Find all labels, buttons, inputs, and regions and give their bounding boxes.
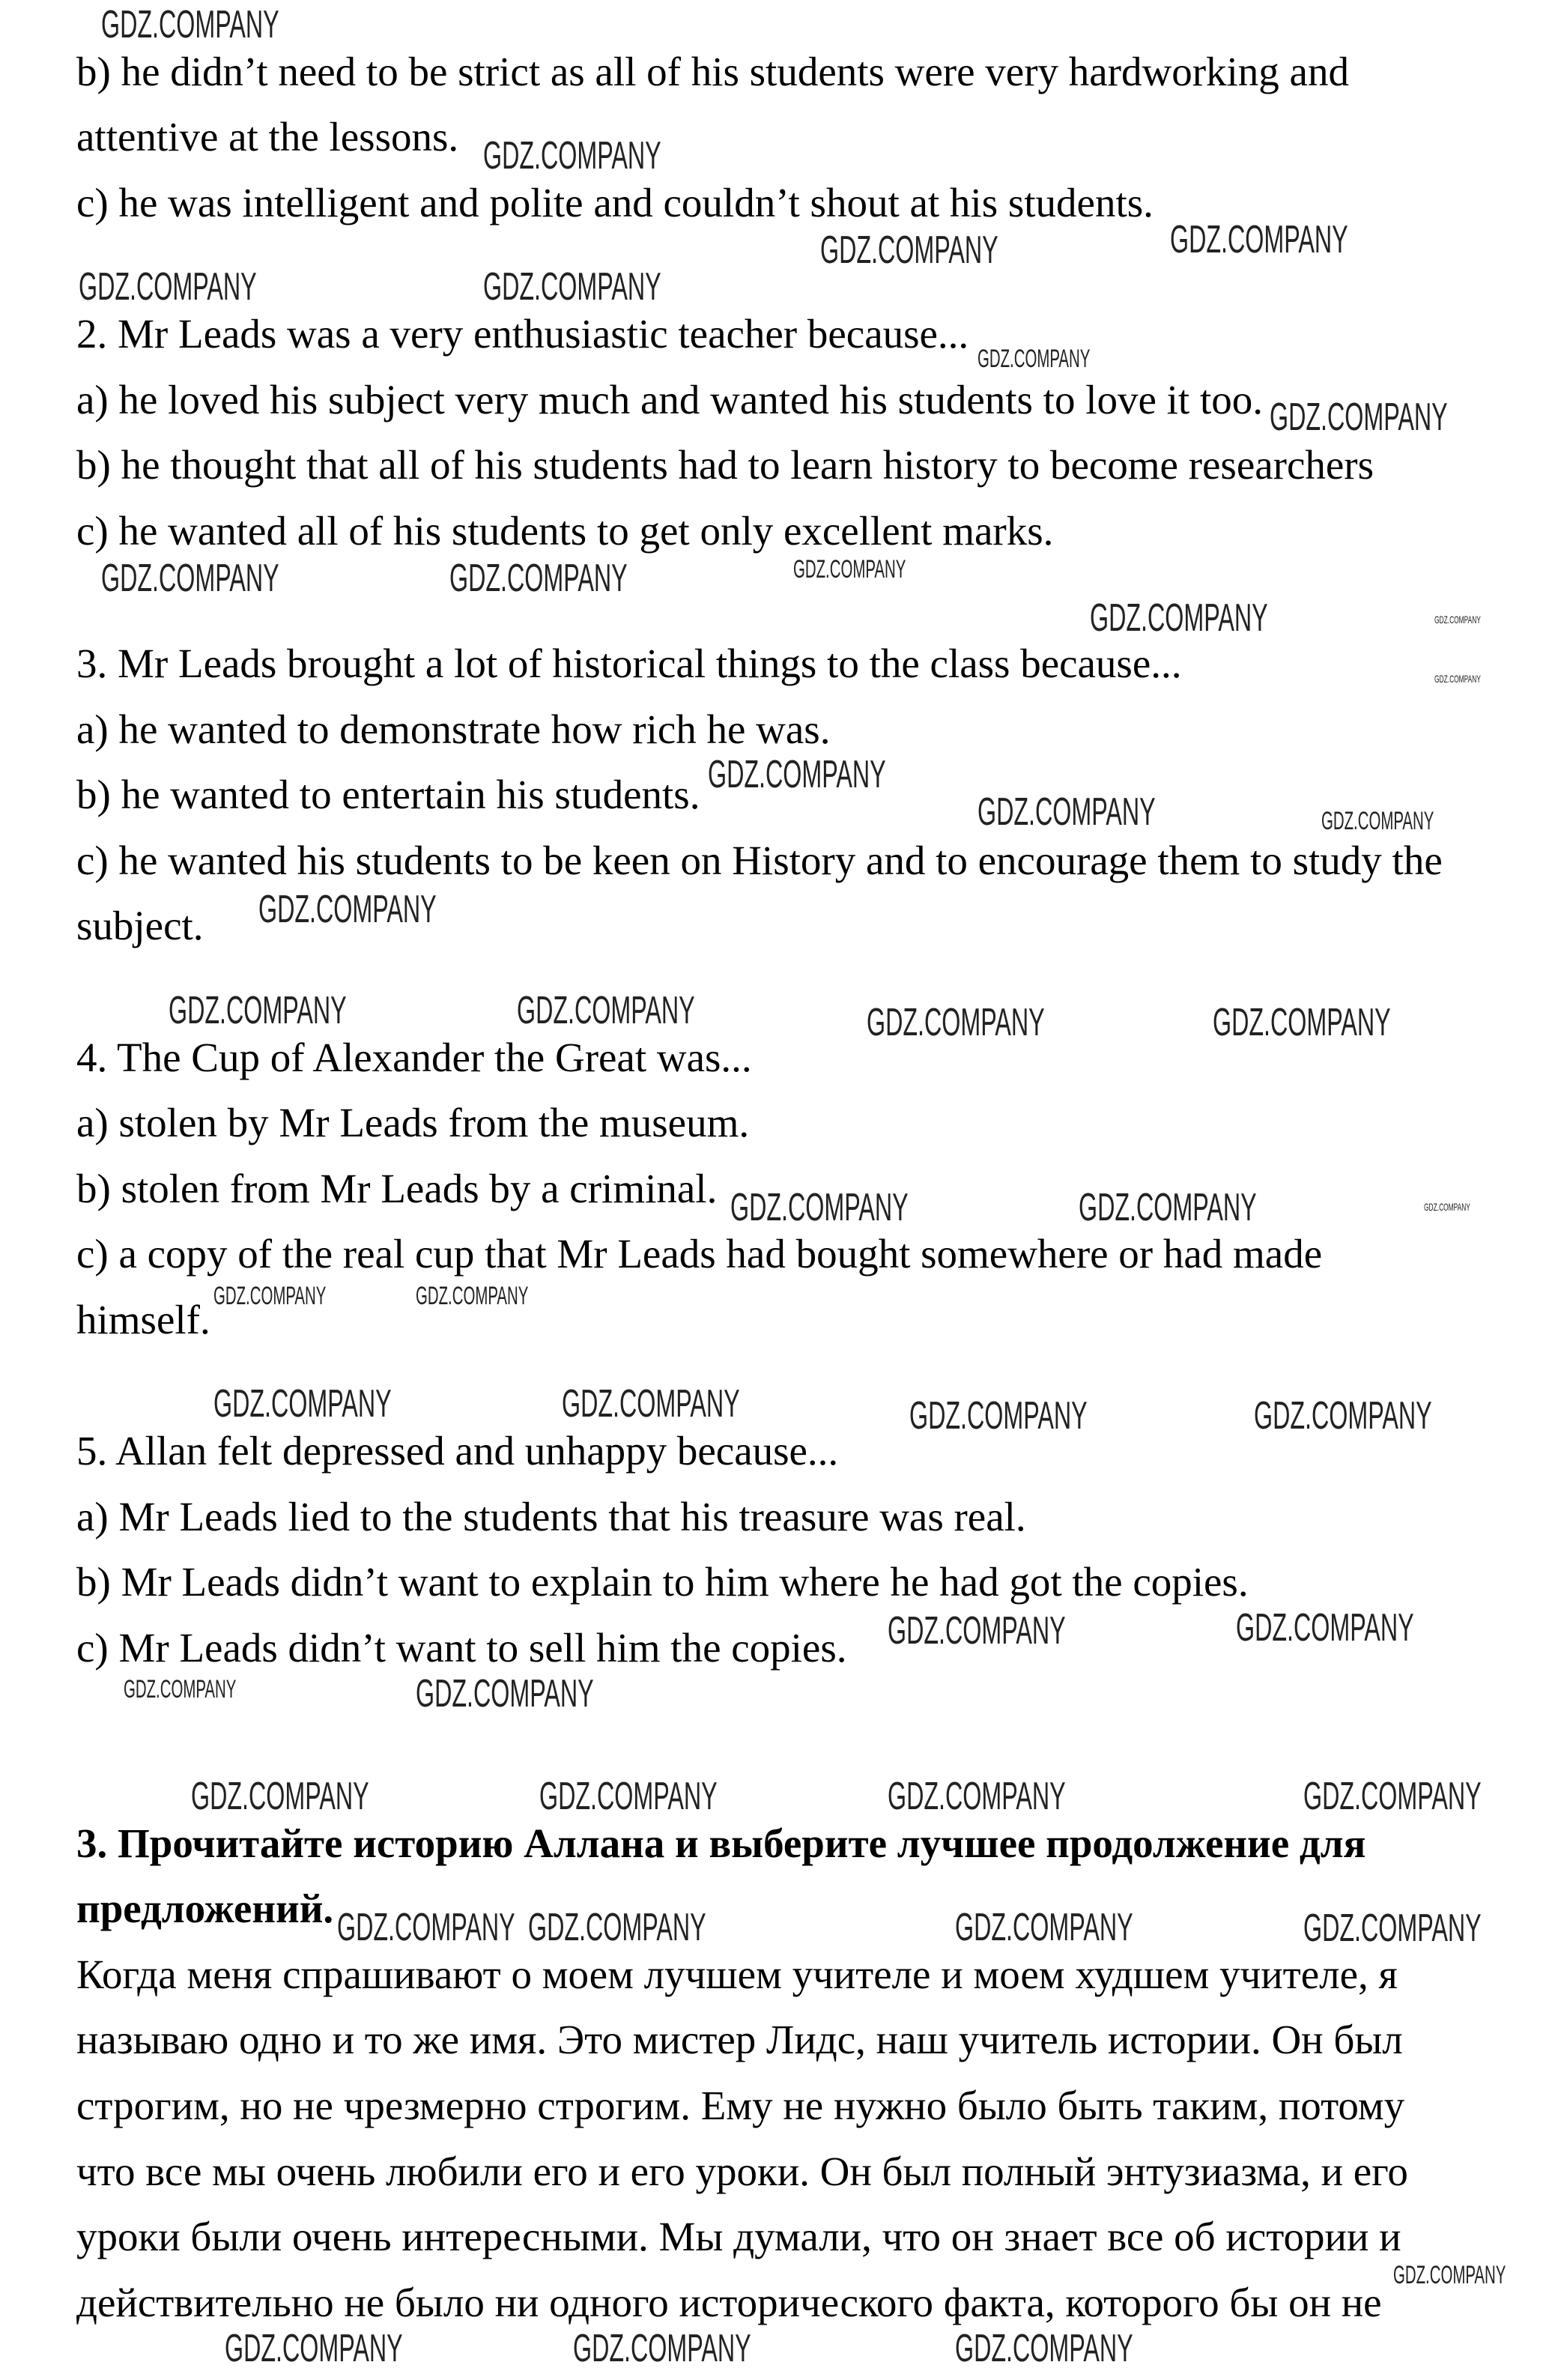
watermark: GDZ.COMPANY: [888, 1775, 1066, 1818]
watermark: GDZ.COMPANY: [888, 1609, 1066, 1653]
watermark: GDZ.COMPANY: [416, 1672, 594, 1716]
watermark: GDZ.COMPANY: [793, 555, 906, 584]
watermark: GDZ.COMPANY: [79, 265, 257, 309]
text-line: a) he loved his subject very much and wanted his students to love it too.: [76, 377, 1263, 423]
text-line: a) he wanted to demonstrate how rich he was.: [76, 706, 831, 752]
text-line: attentive at the lessons.: [76, 114, 459, 160]
text-line: 4. The Cup of Alexander the Great was...: [76, 1035, 752, 1080]
text-line: b) he wanted to entertain his students.: [76, 772, 700, 817]
watermark: GDZ.COMPANY: [730, 1186, 909, 1229]
text-line: 5. Allan felt depressed and unhappy because...: [76, 1428, 839, 1474]
watermark: GDZ.COMPANY: [1213, 1001, 1391, 1044]
watermark: GDZ.COMPANY: [1170, 218, 1348, 261]
watermark: GDZ.COMPANY: [449, 557, 628, 600]
text-line: c) Mr Leads didn’t want to sell him the copies.: [76, 1625, 847, 1671]
watermark: GDZ.COMPANY: [101, 557, 279, 600]
text-line: что все мы очень любили его и его уроки. Он был полный энтузиазма, и его: [76, 2149, 1408, 2194]
exercise-heading: предложений.: [76, 1886, 334, 1931]
text-line: действительно не было ни одного исторического факта, которого бы он не: [76, 2280, 1382, 2325]
text-line: a) Mr Leads lied to the students that his treasure was real.: [76, 1494, 1026, 1539]
watermark: GDZ.COMPANY: [708, 753, 886, 796]
watermark: GDZ.COMPANY: [483, 134, 661, 178]
text-line: b) stolen from Mr Leads by a criminal.: [76, 1166, 718, 1211]
watermark: GDZ.COMPANY: [1321, 807, 1434, 835]
watermark: GDZ.COMPANY: [562, 1382, 740, 1426]
watermark: GDZ.COMPANY: [517, 989, 695, 1032]
text-line: уроки были очень интересными. Мы думали, что он знает все об истории и: [76, 2214, 1401, 2259]
text-line: c) he wanted all of his students to get only excellent marks.: [76, 508, 1054, 554]
watermark: GDZ.COMPANY: [1270, 396, 1448, 439]
text-line: b) he didn’t need to be strict as all of his students were very hardworking and: [76, 49, 1349, 94]
watermark: GDZ.COMPANY: [191, 1775, 369, 1818]
text-line: b) he thought that all of his students had to learn history to become researchers: [76, 442, 1374, 488]
watermark: GDZ.COMPANY: [528, 1906, 706, 1949]
watermark: GDZ.COMPANY: [1236, 1606, 1414, 1650]
watermark: GDZ.COMPANY: [573, 2327, 751, 2370]
text-line: 3. Mr Leads brought a lot of historical things to the class because...: [76, 641, 1182, 686]
watermark: GDZ.COMPANY: [977, 345, 1091, 373]
watermark: GDZ.COMPANY: [258, 888, 437, 931]
watermark: GDZ.COMPANY: [820, 228, 998, 272]
watermark: GDZ.COMPANY: [337, 1906, 515, 1949]
text-line: c) he was intelligent and polite and couldn’t shout at his students.: [76, 180, 1154, 225]
watermark: GDZ.COMPANY: [1424, 1201, 1470, 1213]
watermark: GDZ.COMPANY: [416, 1282, 529, 1310]
watermark: GDZ.COMPANY: [483, 265, 661, 309]
watermark: GDZ.COMPANY: [213, 1382, 392, 1426]
watermark: GDZ.COMPANY: [213, 1282, 327, 1310]
watermark: GDZ.COMPANY: [124, 1675, 237, 1704]
text-line: Когда меня спрашивают о моем лучшем учителе и моем худшем учителе, я: [76, 1951, 1398, 1997]
watermark: GDZ.COMPANY: [1079, 1186, 1257, 1229]
watermark: GDZ.COMPANY: [1393, 2261, 1506, 2289]
watermark: GDZ.COMPANY: [539, 1775, 718, 1818]
watermark: GDZ.COMPANY: [867, 1001, 1045, 1044]
watermark: GDZ.COMPANY: [1303, 1907, 1482, 1950]
text-line: 2. Mr Leads was a very enthusiastic teacher because...: [76, 311, 969, 357]
exercise-heading: 3. Прочитайте историю Аллана и выберите лучшее продолжение для: [76, 1820, 1366, 1866]
text-line: a) stolen by Mr Leads from the museum.: [76, 1100, 750, 1145]
watermark: GDZ.COMPANY: [955, 1906, 1133, 1949]
text-line: c) a copy of the real cup that Mr Leads had bought somewhere or had made: [76, 1231, 1323, 1277]
text-line: b) Mr Leads didn’t want to explain to him where he had got the copies.: [76, 1559, 1249, 1605]
watermark: GDZ.COMPANY: [955, 2327, 1133, 2370]
watermark: GDZ.COMPANY: [225, 2327, 403, 2370]
text-line: subject.: [76, 903, 204, 948]
watermark: GDZ.COMPANY: [909, 1394, 1088, 1438]
text-line: himself.: [76, 1297, 210, 1342]
watermark: GDZ.COMPANY: [101, 3, 279, 46]
watermark: GDZ.COMPANY: [169, 989, 347, 1032]
watermark: GDZ.COMPANY: [1303, 1775, 1482, 1818]
watermark: GDZ.COMPANY: [1434, 614, 1481, 626]
watermark: GDZ.COMPANY: [1090, 596, 1268, 640]
text-line: называю одно и то же имя. Это мистер Лидс, наш учитель истории. Он был: [76, 2017, 1403, 2062]
watermark: GDZ.COMPANY: [977, 790, 1156, 834]
text-line: строгим, но не чрезмерно строгим. Ему не нужно было быть таким, потому: [76, 2083, 1405, 2128]
text-line: c) he wanted his students to be keen on History and to encourage them to study the: [76, 838, 1443, 883]
watermark: GDZ.COMPANY: [1254, 1394, 1432, 1438]
watermark: GDZ.COMPANY: [1434, 673, 1481, 685]
